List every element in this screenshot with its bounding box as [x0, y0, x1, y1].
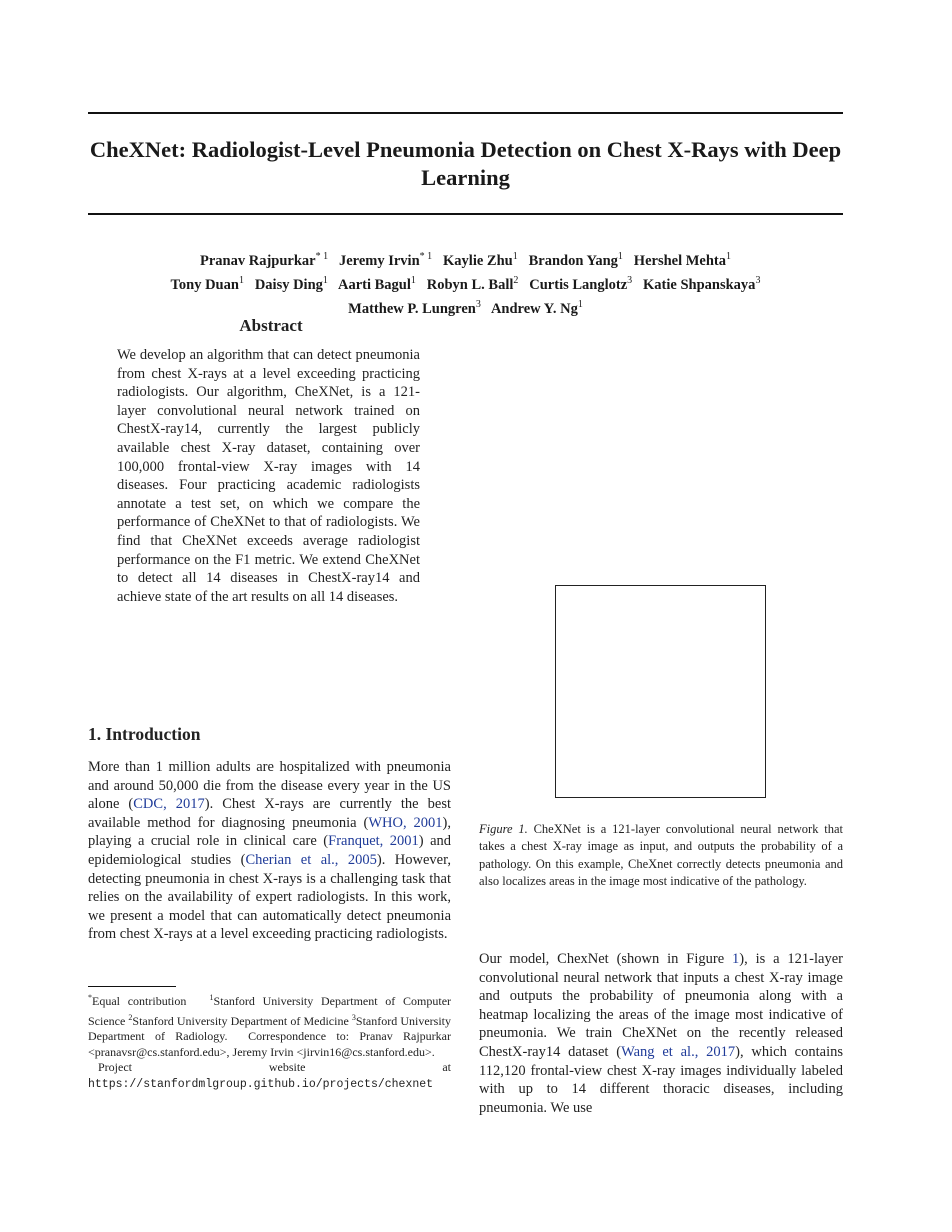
author-affiliation: 1 — [512, 251, 518, 262]
author-name: Jeremy Irvin — [338, 252, 420, 269]
intro-text-segment: ), playing a crucial role in clinical care ( — [88, 814, 451, 850]
author-affiliation: 1 — [410, 274, 416, 286]
citation-link[interactable]: CDC, 2017 — [133, 796, 205, 813]
author-name: Curtis Langlotz — [529, 276, 628, 293]
author-affiliation: * 1 — [315, 251, 329, 262]
body-text-segment: ), which contains 112,120 frontal-view chest X-ray images individually labeled with up to 14 different thoracic diseases, including pneumonia. We use — [479, 1043, 843, 1116]
author-affiliation: 2 — [513, 274, 519, 286]
author-list — [80, 247, 851, 318]
intro-text-segment: ) and epidemiological studies ( — [88, 833, 451, 868]
right-column-text — [479, 950, 843, 1117]
footnote-affiliation: Stanford University Department of Medicine — [132, 1013, 349, 1028]
footnotes: *Equal contribution $^1$Stanford University Department of Computer Science $^2$Stanford University Department of Medicine $^3$Stanford University Department of Radiology. Correspondence to: Pranav Rajpurkar <pranavsr@cs.stanford.edu>, Jeremy Irvin <jirvin16@cs.stanford.edu>. Project website at https://stanfordmlgroup.github.io/projects/chexnet — [88, 993, 452, 1091]
author-affiliation: * 1 — [419, 251, 433, 262]
author-affiliation: 1 — [238, 274, 244, 286]
author-name: Robyn L. Ball — [426, 276, 514, 293]
citation-link[interactable]: Franquet, 2001 — [328, 833, 419, 850]
body-text-segment: Our model, ChexNet (shown in Figure — [479, 951, 733, 967]
paper-title: CheXNet: Radiologist-Level Pneumonia Detection on Chest X-Rays with Deep Learning — [89, 137, 842, 190]
footnote-correspondence: Correspondence to: Pranav Rajpurkar <pranavsr@cs.stanford.edu>, Jeremy Irvin <jirvin16@cs.stanford.edu>. — [88, 1029, 451, 1059]
figure-reference-link[interactable]: 1 — [732, 951, 740, 967]
project-website-link[interactable]: https://stanfordmlgroup.github.io/projects/chexnet — [88, 1077, 434, 1091]
intro-text-segment: ). Chest X-rays are currently the best available method for diagnosing pneumonia ( — [88, 796, 451, 831]
author-name: Andrew Y. Ng — [490, 300, 578, 317]
body-text-segment: ), is a 121-layer convolutional neural network that inputs a chest X-ray image and outputs the probability of pneumonia along with a heatmap localizing the areas of the image most indicative of pneumonia. We train CheXNet on the recently released ChestX-ray14 dataset ( — [479, 951, 843, 1060]
author-name: Hershel Mehta — [633, 252, 727, 269]
footnote-website-label: Project website at — [98, 1060, 451, 1075]
citation-link[interactable]: Wang et al., 2017 — [621, 1043, 736, 1060]
author-affiliation: 1 — [617, 251, 623, 262]
author-name: Matthew P. Lungren — [348, 300, 476, 317]
abstract-heading: Abstract — [239, 316, 303, 335]
introduction-text — [88, 758, 451, 944]
figure-1-image-placeholder — [555, 585, 766, 798]
footnote-rule — [88, 986, 176, 987]
author-name: Daisy Ding — [254, 276, 323, 293]
figure-caption-text: CheXNet is a 121-layer convolutional neural network that takes a chest X-ray image as input, and outputs the probability of a pathology. On this example, CheXnet correctly detects pneumonia and also localizes areas in the image most indicative of the pathology. — [479, 822, 844, 888]
abstract-text: We develop an algorithm that can detect pneumonia from chest X-rays at a level exceeding practicing radiologists. Our algorithm, CheXNet, is a 121-layer convolutional neural network trained on ChestX-ray14, currently the largest publicly available chest X-ray dataset, containing over 100,000 frontal-view X-ray images with 14 diseases. Four practicing academic radiologists annotate a test set, on which we compare the performance of CheXNet to that of radiologists. We find that CheXNet exceeds average radiologist performance on the F1 metric. We extend CheXNet to detect all 14 diseases in ChestX-ray14 and achieve state of the art results on all 14 diseases. — [117, 347, 420, 605]
author-name: Tony Duan — [170, 276, 239, 293]
author-affiliation: 3 — [627, 274, 633, 286]
author-name: Katie Shpanskaya — [643, 276, 756, 293]
footnote-affiliation: Stanford University Department of Computer Science — [88, 994, 452, 1028]
figure-label: Figure 1. — [479, 822, 528, 836]
author-affiliation: 1 — [577, 298, 583, 310]
intro-text-segment: ). However, detecting pneumonia in chest X-rays is a challenging task that relies on the availability of expert radiologists. In this work, we present a model that can automatically detect pneumonia from chest X-rays at a level exceeding practicing radiologists. — [88, 851, 451, 943]
author-affiliation: 1 — [726, 251, 732, 262]
introduction-heading: 1. Introduction — [88, 724, 201, 744]
title-bottom-rule — [88, 213, 843, 215]
author-name: Pranav Rajpurkar — [199, 252, 316, 269]
title-top-rule — [88, 112, 843, 114]
author-affiliation: 3 — [755, 274, 761, 286]
figure-1-caption — [479, 821, 843, 890]
author-name: Kaylie Zhu — [443, 252, 513, 269]
author-affiliation: 3 — [475, 298, 481, 310]
author-affiliation: 1 — [322, 274, 328, 286]
author-name: Aarti Bagul — [337, 276, 411, 293]
citation-link[interactable]: Cherian et al., 2005 — [245, 851, 377, 868]
footnote-affiliation: Stanford University Department of Radiology. — [88, 1013, 451, 1044]
citation-link[interactable]: WHO, 2001 — [368, 814, 443, 831]
intro-text-segment: More than 1 million adults are hospitalized with pneumonia and around 50,000 die from the disease every year in the US alone ( — [88, 759, 451, 813]
footnote-equal: Equal contribution — [92, 994, 187, 1008]
author-name: Brandon Yang — [528, 252, 618, 269]
